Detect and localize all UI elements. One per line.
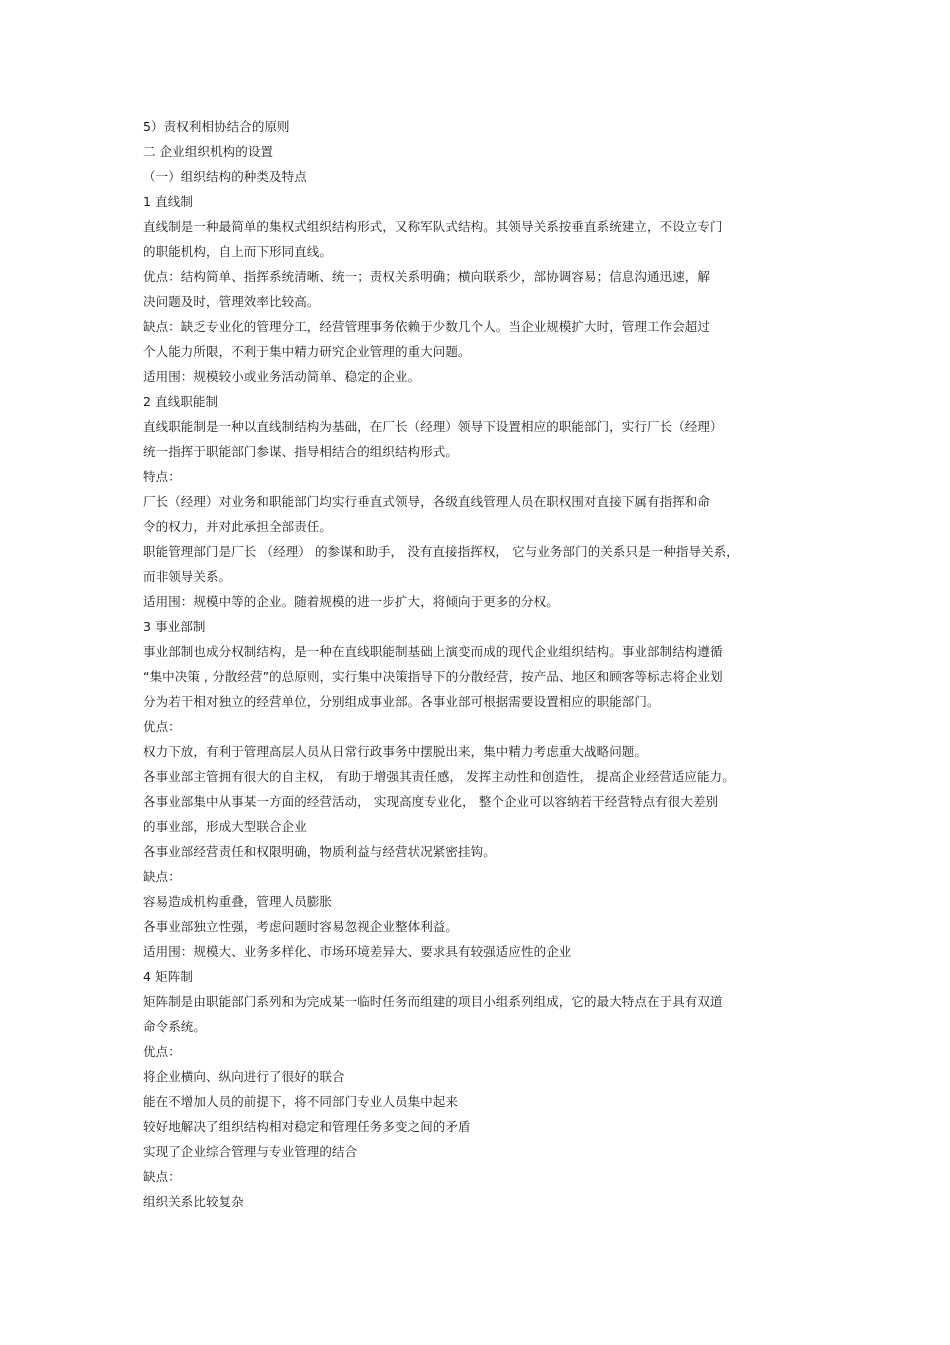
paragraph-line: 而非领导关系。 xyxy=(143,569,232,584)
paragraph-line: 实现了企业综合管理与专业管理的结合 xyxy=(143,1144,358,1159)
paragraph-line: 各事业部经营责任和权限明确，物质利益与经营状况紧密挂钩。 xyxy=(143,844,496,859)
paragraph-line: 的职能机构，自上而下形同直线。 xyxy=(143,244,333,259)
paragraph-line: 各事业部独立性强，考虑问题时容易忽视企业整体利益。 xyxy=(143,919,459,934)
heading-line-system: 1 直线制 xyxy=(143,194,193,209)
paragraph-line: 事业部制也成分权制结构，是一种在直线职能制基础上演变而成的现代企业组织结构。事业部制结构遵循 xyxy=(143,644,723,659)
paragraph-line: 职能管理部门是厂长 （经理） 的参谋和助手， 没有直接指挥权， 它与业务部门的关系只是一种指导关系， xyxy=(143,544,739,559)
paragraph-line: 厂长（经理）对业务和职能部门均实行垂直式领导，各级直线管理人员在职权围对直接下属有指挥和命 xyxy=(143,494,711,509)
paragraph-line: 能在不增加人员的前提下，将不同部门专业人员集中起来 xyxy=(143,1094,459,1109)
paragraph-line: 直线职能制是一种以直线制结构为基础，在厂长（经理）领导下设置相应的职能部门，实行厂长（经理） xyxy=(143,419,723,434)
heading-matrix-system: 4 矩阵制 xyxy=(143,969,193,984)
paragraph-line: 各事业部集中从事某一方面的经营活动， 实现高度专业化， 整个企业可以容纳若干经营特点有很大差别 xyxy=(143,794,719,809)
paragraph-line: 优点： xyxy=(143,719,181,734)
paragraph-line: 统一指挥于职能部门参谋、指导相结合的组织结构形式。 xyxy=(143,444,459,459)
paragraph-line: 较好地解决了组织结构相对稳定和管理任务多变之间的矛盾 xyxy=(143,1119,471,1134)
paragraph-line: 权力下放，有利于管理高层人员从日常行政事务中摆脱出来，集中精力考虑重大战略问题。 xyxy=(143,744,648,759)
paragraph-line: 组织关系比较复杂 xyxy=(143,1194,244,1209)
paragraph-line: 矩阵制是由职能部门系列和为完成某一临时任务而组建的项目小组系列组成，它的最大特点在于具有双道 xyxy=(143,994,723,1009)
heading-line-functional-system: 2 直线职能制 xyxy=(143,394,219,409)
paragraph-line: 优点：结构简单、指挥系统清晰、统一；责权关系明确；横向联系少，部协调容易；信息沟通迅速，解 xyxy=(143,269,711,284)
paragraph-line: 个人能力所限，不利于集中精力研究企业管理的重大问题。 xyxy=(143,344,471,359)
paragraph-line: 容易造成机构重叠，管理人员膨胀 xyxy=(143,894,333,909)
paragraph-line: 的事业部，形成大型联合企业 xyxy=(143,819,307,834)
paragraph-line: 分为若干相对独立的经营单位，分别组成事业部。各事业部可根据需要设置相应的职能部门。 xyxy=(143,694,660,709)
paragraph-line: 直线制是一种最简单的集权式组织结构形式，又称军队式结构。其领导关系按垂直系统建立，不设立专门 xyxy=(143,219,723,234)
paragraph-line: 优点： xyxy=(143,1044,181,1059)
paragraph-line: 缺点：缺乏专业化的管理分工，经营管理事务依赖于少数几个人。当企业规模扩大时，管理工作会超过 xyxy=(143,319,711,334)
section-heading-org-setup: 二 企业组织机构的设置 xyxy=(143,144,274,159)
subsection-heading-structure-types: （一）组织结构的种类及特点 xyxy=(143,169,307,184)
paragraph-line: 适用围：规模中等的企业。随着规模的进一步扩大，将倾向于更多的分权。 xyxy=(143,594,559,609)
paragraph-line: 命令系统。 xyxy=(143,1019,207,1034)
paragraph-line: “集中决策 , 分散经营”的总原则，实行集中决策指导下的分散经营，按产品、地区和顾客等标志将企业划 xyxy=(143,669,723,684)
paragraph-line: 将企业横向、纵向进行了很好的联合 xyxy=(143,1069,345,1084)
paragraph-line: 决问题及时，管理效率比较高。 xyxy=(143,294,320,309)
paragraph-line: 缺点： xyxy=(143,869,181,884)
heading-division-system: 3 事业部制 xyxy=(143,619,206,634)
paragraph-line: 缺点： xyxy=(143,1169,181,1184)
paragraph-line: 特点： xyxy=(143,469,181,484)
text-line-principle-5: 5）责权利相协结合的原则 xyxy=(143,119,290,134)
paragraph-line: 适用围：规模大、业务多样化、市场环境差异大、要求具有较强适应性的企业 xyxy=(143,944,572,959)
paragraph-line: 令的权力，并对此承担全部责任。 xyxy=(143,519,333,534)
paragraph-line: 适用围：规模较小或业务活动简单、稳定的企业。 xyxy=(143,369,421,384)
paragraph-line: 各事业部主管拥有很大的自主权， 有助于增强其责任感， 发挥主动性和创造性， 提高企业经营适应能力。 xyxy=(143,769,735,784)
